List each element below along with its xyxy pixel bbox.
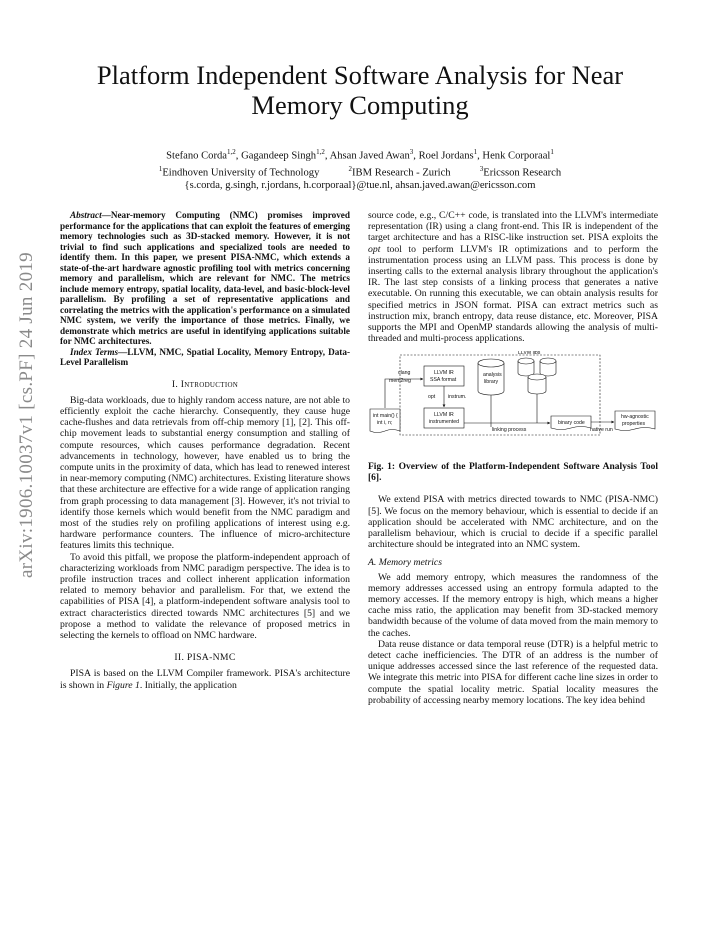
author-name: Stefano Corda <box>166 150 228 162</box>
hw-line-1: hw-agnostic <box>621 414 649 421</box>
llvm-ir-ssa-box <box>424 366 464 386</box>
index-terms-text: —LLVM, NMC, Spatial Locality, Memory Entropy, Data-Level Parallelism <box>60 346 351 367</box>
author-list: Stefano Corda$^{1,2}$, Gagandeep Singh$^{1,2}$, Ahsan Javed Awan$^3$, Roel Jordans$^1$, Henk Corporaal$^1$ <box>166 148 554 162</box>
author-aff: 3 <box>409 148 414 156</box>
llvm-libs-label: LLVM libs <box>518 351 541 357</box>
ir-ssa-line-2: SSA format <box>430 377 457 384</box>
figure-reference-link[interactable]: Figure 1 <box>106 679 140 691</box>
figure-caption: Fig. 1: Overview of the Platform-Independent Software Analysis Tool [6]. <box>368 462 658 484</box>
abstract-text: —Near-memory Computing (NMC) promises improved performance for the applications that can exploit the features of emerging memory technologies such as 3D-stacked memory. However, it is not trivial to find such applications and specialized tools are needed to identify them. In this paper, we present PISA-NMC, which extends a state-of-the-art hardware agnostic profiling tool with metrics concerning memory and parallelism, which are relevant for NMC. The metrics include memory entropy, spatial locality, data-level, and basic-block-level parallelism. By profiling a set of representative applications and correlating the metrics with the application's performance on a simulated NMC system, we verify the importance of those metrics. Finally, we demonstrate which metrics are useful in identifying applications suitable for NMC architectures. <box>60 210 350 346</box>
binary-label: binary code <box>558 420 585 427</box>
aff-num: 2 <box>348 165 353 174</box>
text-run: PISA is based on the LLVM Compiler framework. PISA's architecture is shown in <box>60 668 350 691</box>
analysis-lib-line-1: analysis <box>483 372 502 379</box>
author-aff: 1,2 <box>316 148 325 156</box>
ir-ssa-line-1: LLVM IR <box>434 370 454 377</box>
arxiv-stamp-text: arXiv:1906.10037v1 [cs.PF] 24 Jun 2019 <box>16 252 37 578</box>
paragraph: To avoid this pitfall, we propose the platform-independent approach of characterizing workloads from NMC paradigm perspective. The idea is to profile instruction traces and collect inherent application information related to memory behavior and parallelism. For that, we extend the capabilities of PISA [4], a platform-independent software analysis tool to extract characteristics directed towards NMC architectures [5] and we propose a method to validate the relevance of proposed metrics in selecting the kernels to offload on NMC hardware. <box>60 551 350 641</box>
paragraph: Data reuse distance or data temporal reuse (DTR) is a helpful metric to detect cache inefficiencies. The DTR of an address is the number of unique addresses accessed since the last reference of the requested data. We integrate this metric into PISA for different cache line sizes in order to compute the spatial locality metric. Spatial locality measures the probability of accessing nearby memory locations. The key idea behind <box>368 638 658 706</box>
subsection-heading-memory-metrics: A. Memory metrics <box>368 557 442 569</box>
llvm-libs-cylinders <box>518 358 556 394</box>
paragraph <box>368 210 658 344</box>
author-name: Ahsan Javed Awan <box>329 150 410 162</box>
source-line-2: int i, n; <box>377 420 393 427</box>
paragraph: Big-data workloads, due to highly random access nature, are not able to efficiently exploit the cache hierarchy. Consequently, they cause huge cache-flushes and data retrievals from off-chip memory [1], [2]. This off-chip movement leads to substantial energy consumption and stalling of compute resources, which causes performance degradation. Recent advancements in technology, however, have enabled us to bring the compute units in the proximity of data, which has lead to renewed interest in near-memory computing (NMC) architectures. Existing literature shows that these architecture are effective for a wide range of application ranging from graph processing to data management [3]. However, it's not trivial to identify those kernels which would benefit from the NMC paradigm and most of the studies rely on profiling applications of interest using e.g. hardware performance counters. The influence of micro-architecture features limits this technique. <box>60 394 350 552</box>
paragraph <box>60 668 350 690</box>
affiliation: Ericsson Research <box>483 167 562 179</box>
index-terms-label: Index Terms <box>70 346 119 357</box>
index-terms <box>60 347 350 368</box>
analysis-lib-line-2: library <box>484 379 499 386</box>
left-column <box>60 210 350 691</box>
clang-label: clang <box>398 370 411 377</box>
hw-line-2: properties <box>622 421 646 428</box>
mem2reg-label: mem2reg <box>389 378 411 385</box>
author-aff: 1,2 <box>227 148 236 156</box>
paragraph: We add memory entropy, which measures the randomness of the memory addresses accessed using an entropy formula adapted to the memory accesses. If the memory entropy is high, which means a higher cache miss ratio, the application may benefit from 3D-stacked memory bandwidth because of the volume of data moved from the main memory to the caches. <box>368 571 659 639</box>
text-run: opt <box>368 243 381 255</box>
text-run: . Initially, the application <box>139 679 237 691</box>
aff-num: 1 <box>158 165 163 174</box>
right-column <box>368 210 658 706</box>
author-name: Roel Jordans <box>418 150 474 162</box>
paper-title: Platform Independent Software Analysis for Near Memory Computing <box>96 60 624 120</box>
opt-label: opt <box>428 394 436 401</box>
author-aff: 1 <box>473 148 478 156</box>
affiliation-list <box>60 163 660 180</box>
figure-pisa-overview <box>368 351 658 459</box>
native-run-label: native run <box>590 427 613 434</box>
llvm-ir-instrumented-box <box>424 408 464 428</box>
affiliation: Eindhoven University of Technology <box>162 167 320 179</box>
paragraph: We extend PISA with metrics directed towards to NMC (PISA-NMC) [5]. We focus on the memory behaviour, which is essential to decide if an application should be accelerated with NMC architecture, and on the parallelism behaviour, which is crucial to decide if a specific parallel architecture should be integrated into an NMC system. <box>368 494 658 551</box>
aff-num: 3 <box>479 165 484 174</box>
author-name: Gagandeep Singh <box>241 150 317 162</box>
linking-label: linking process <box>492 427 527 434</box>
section-heading-introduction: I. Introduction <box>171 378 239 390</box>
text-run: source code, e.g., C/C++ code, is translated into the LLVM's intermediate representation (IR) using a clang front-end. This IR is independent of the target architecture and has a RISC-like instruction set. PISA exploits the <box>368 210 658 244</box>
abstract <box>60 210 350 347</box>
ir-instr-line-2: instrumented <box>429 419 459 426</box>
author-name: Henk Corporaal <box>482 150 551 162</box>
ir-instr-line-1: LLVM IR <box>434 412 454 419</box>
section-heading-pisa-nmc: II. PISA-NMC <box>174 652 236 664</box>
author-aff: 1 <box>550 148 554 156</box>
abstract-label: Abstract <box>70 210 102 220</box>
affiliation: IBM Research - Zurich <box>352 167 451 179</box>
source-line-1: int main() { <box>373 413 398 420</box>
instrum-label: instrum. <box>448 394 467 401</box>
author-block <box>60 146 660 193</box>
text-run: tool to perform LLVM's IR optimizations and to perform the instrumentation process using an LLVM pass. This process is done by inserting calls to the external analysis library throughout the application's IR. The last step consists of a linking process that generates a native executable. On running this executable, we can obtain analysis results for specified metrics in JSON format. PISA can extract metrics such as instruction mix, branch entropy, data reuse distance, etc. Moreover, PISA supports the MPI and OpenMP standards allowing the analysis of multi-threaded and multi-process applications. <box>368 243 658 345</box>
author-emails: {s.corda, g.singh, r.jordans, h.corporaal}@tue.nl, ahsan.javed.awan@ericsson.com <box>184 180 536 192</box>
pisa-diagram <box>368 351 658 459</box>
arxiv-stamp <box>14 180 40 650</box>
